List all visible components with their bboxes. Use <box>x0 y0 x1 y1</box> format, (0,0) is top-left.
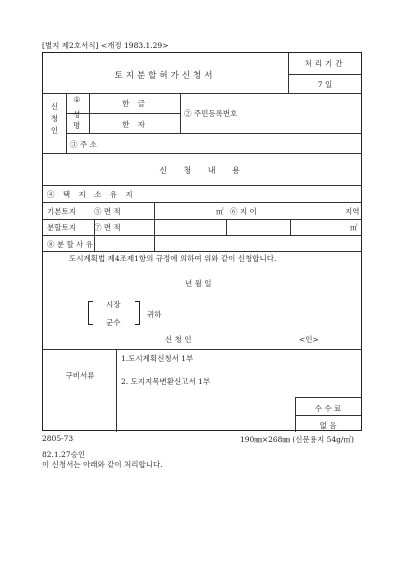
application-form <box>42 52 362 431</box>
category-suffix: 지역 <box>345 207 360 216</box>
seal-label: <인> <box>299 335 319 344</box>
fee-label: 수 수 료 <box>314 404 342 413</box>
form-reference: [별지 제2호서식] <개정 1983.1.29> <box>42 41 169 50</box>
statement-text: 도시계획법 제4조제1항의 규정에 의하여 위와 같이 신청합니다. <box>69 254 277 263</box>
area-7-label: ⑦ 면 적 <box>94 223 121 232</box>
rrn-label: ② 주민등록번호 <box>184 109 238 118</box>
bracket-right <box>135 301 140 325</box>
address-label: ③ 주 소 <box>70 140 97 149</box>
content-header: 신 청 내 용 <box>159 166 247 175</box>
required-doc-2: 2. 도지지목변환신고서 1부 <box>121 377 211 386</box>
fee-value: 없 음 <box>319 421 337 430</box>
addressee-governor: 군수 <box>106 318 121 327</box>
area-7-unit: ㎡ <box>350 223 358 232</box>
division-reason-label: ⑧ 분 할 사 유 <box>47 240 94 249</box>
date-line: 년 월 일 <box>185 279 212 288</box>
name-label: 성명 <box>73 110 81 130</box>
bracket-left <box>88 301 93 325</box>
name-hanja-label: 한 자 <box>122 120 148 129</box>
processing-period-value: 7 일 <box>317 80 333 89</box>
required-docs-label: 구비서류 <box>65 371 95 380</box>
addressee-mayor: 시장 <box>106 300 121 309</box>
land-location-label: ④ 택 지 소 유 지 <box>47 190 136 199</box>
approval-date: 82.1.27승인 <box>42 450 86 459</box>
name-hangul-label: 한 글 <box>122 99 148 108</box>
original-land-label: 기본토지 <box>47 207 76 216</box>
paper-spec: 190㎜×268㎜ (신문용지 54g/㎡) <box>240 435 354 444</box>
category-6-label: ⑥ 지 이 <box>230 207 257 216</box>
required-doc-1: 1.도시계획신청서 1부 <box>121 354 194 363</box>
form-code: 2805-73 <box>42 434 74 443</box>
form-title: 토지분할허가신청서 <box>114 71 216 81</box>
signer-label: 신 청 인 <box>165 335 192 344</box>
divided-land-label: 분할토지 <box>47 223 76 232</box>
area-5-unit: ㎡ <box>216 207 224 216</box>
item-1-number: ① <box>73 95 81 104</box>
addressee-suffix: 귀하 <box>147 310 162 319</box>
applicant-section-label: 신청인 <box>50 102 59 135</box>
processing-period-label: 처리기간 <box>304 59 346 68</box>
footer-note: 이 신청서는 아래와 같이 처리합니다. <box>42 460 163 469</box>
area-5-label: ⑤ 면 적 <box>94 207 121 216</box>
